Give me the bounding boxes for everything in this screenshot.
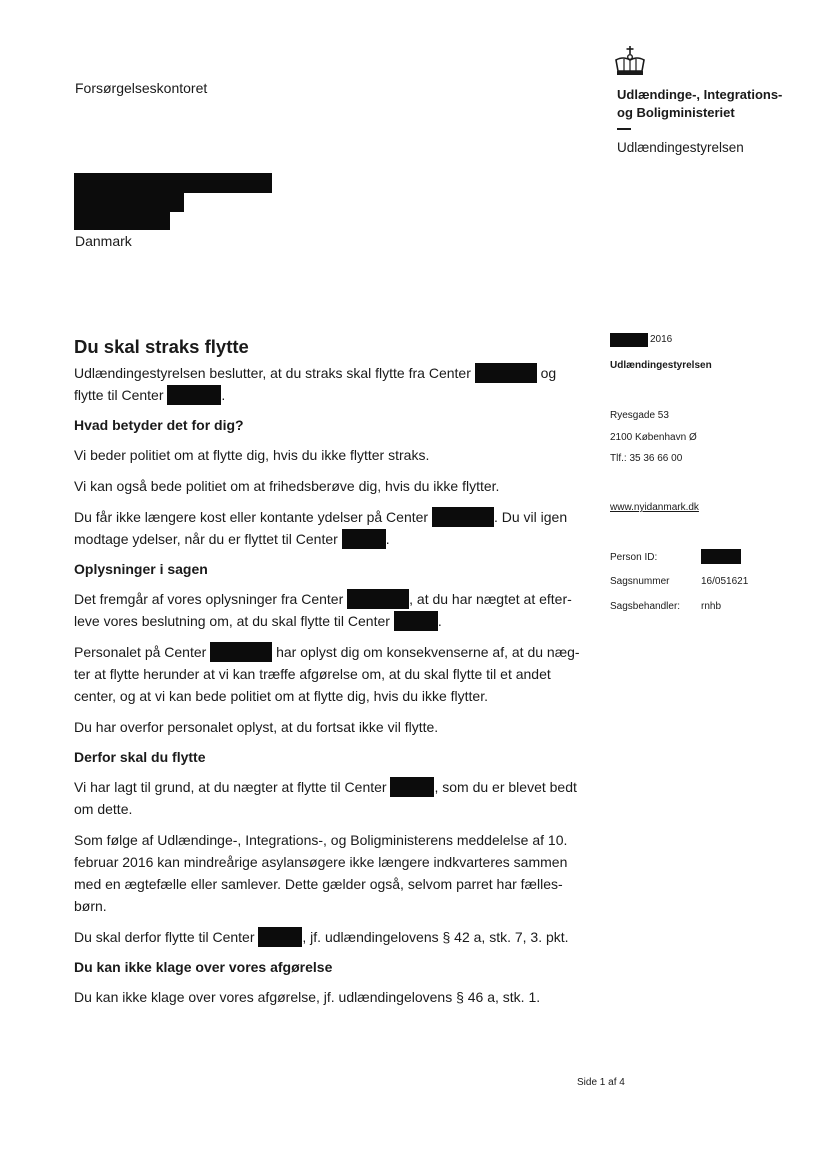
police-detain-paragraph: Vi kan også bede politiet om at frihedsberøve dig, hvis du ikke flytter. — [74, 478, 500, 494]
redacted-center-to — [258, 927, 302, 947]
redacted-center-from — [432, 507, 494, 527]
redacted-recipient-street — [74, 193, 184, 212]
person-id-label: Person ID: — [610, 552, 658, 563]
redacted-center-from — [475, 363, 537, 383]
sidebar-agency: Udlændingestyrelsen — [610, 360, 712, 371]
agency-name: Udlændingestyrelsen — [617, 140, 744, 155]
legal-basis-paragraph: Du skal derfor flytte til Center , jf. udlændingelovens § 42 a, stk. 7, 3. pkt. — [74, 929, 569, 945]
redacted-center-from — [210, 642, 272, 662]
heading-meaning: Hvad betyder det for dig? — [74, 417, 244, 433]
case-info-paragraph: Det fremgår af vores oplysninger fra Center , at du har nægtet at efter-leve vores beslutning om, at du skal flytte til Center . — [74, 591, 572, 629]
sidebar-city: 2100 København Ø — [610, 432, 697, 443]
page-number: Side 1 af 4 — [577, 1077, 625, 1088]
appeal-paragraph: Du kan ikke klage over vores afgørelse, jf. udlændingelovens § 46 a, stk. 1. — [74, 989, 541, 1005]
case-number-label: Sagsnummer — [610, 576, 670, 587]
benefits-paragraph: Du får ikke længere kost eller kontante ydelser på Center . Du vil igen modtage ydelser, når du er flyttet til Center . — [74, 509, 568, 547]
heading-case-info: Oplysninger i sagen — [74, 561, 208, 577]
ministry-notice-paragraph: Som følge af Udlændinge-, Integrations-, og Boligministerens meddelelse af 10. februar 2016 kan mindreårige asylansøgere ikke længere indkvarteres sammen med en ægtefælle eller samlever. Dette gælder også, selvom parret har fælles-børn. — [74, 832, 568, 914]
refusal-paragraph: Du har overfor personalet oplyst, at du fortsat ikke vil flytte. — [74, 719, 439, 735]
police-move-paragraph: Vi beder politiet om at flytte dig, hvis du ikke flytter straks. — [74, 447, 430, 463]
redacted-center-from — [347, 589, 409, 609]
redacted-center-to — [394, 611, 438, 631]
redacted-center-to — [342, 529, 386, 549]
website-link[interactable]: www.nyidanmark.dk — [610, 502, 699, 513]
crown-logo-icon — [613, 45, 647, 77]
heading-appeal: Du kan ikke klage over vores afgørelse — [74, 959, 333, 975]
header-divider — [617, 128, 631, 130]
case-handler-value: rnhb — [701, 601, 722, 612]
letter-title: Du skal straks flytte — [74, 336, 249, 357]
sidebar-street: Ryesgade 53 — [610, 410, 669, 421]
redacted-center-to — [167, 385, 221, 405]
ministry-line-1: Udlændinge-, Integrations- — [617, 87, 783, 102]
heading-reason: Derfor skal du flytte — [74, 749, 206, 765]
decision-paragraph: Udlændingestyrelsen beslutter, at du straks skal flytte fra Center og flytte til Center . — [74, 365, 557, 403]
redacted-person-id — [701, 549, 741, 564]
grounds-paragraph: Vi har lagt til grund, at du nægter at flytte til Center , som du er blevet bedt om dette. — [74, 779, 577, 817]
redacted-date — [610, 333, 648, 347]
redacted-recipient-name — [74, 173, 272, 193]
case-number-value: 16/051621 — [701, 576, 749, 587]
ministry-name — [617, 86, 782, 122]
sidebar-phone: Tlf.: 35 36 66 00 — [610, 453, 683, 464]
ministry-line-2: og Boligministeriet — [617, 105, 735, 120]
recipient-country: Danmark — [75, 233, 132, 249]
date-year: 2016 — [650, 334, 673, 345]
case-handler-label: Sagsbehandler: — [610, 601, 681, 612]
letter-body — [74, 334, 589, 1017]
redacted-center-to — [390, 777, 434, 797]
staff-informed-paragraph: Personalet på Center har oplyst dig om konsekvenserne af, at du næg-ter at flytte herunder at vi kan træffe afgørelse om, at du skal flytte til et andet center, og at vi kan bede politiet om at flytte dig, hvis du ikke flytter. — [74, 644, 580, 704]
redacted-recipient-city — [74, 212, 170, 230]
sender-department: Forsørgelseskontoret — [75, 80, 208, 96]
